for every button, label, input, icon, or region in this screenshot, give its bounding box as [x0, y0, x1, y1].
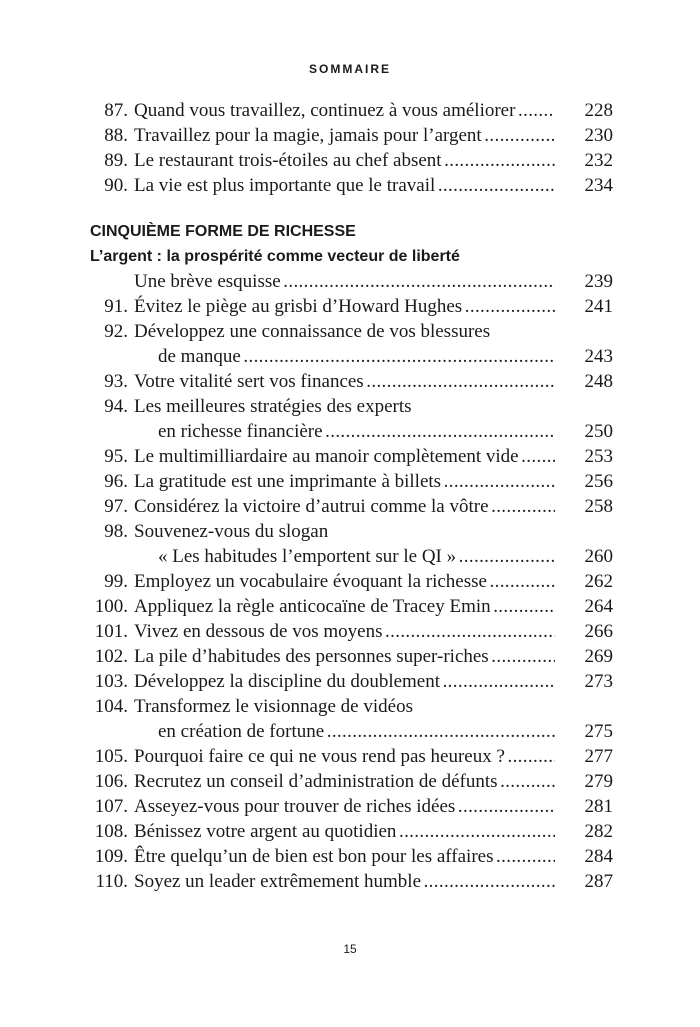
entry-title-continuation: en richesse financière . . .	[158, 419, 555, 444]
table-of-contents	[90, 98, 613, 894]
entry-page: 281	[584, 796, 613, 817]
entry-title: Développez une connaissance de vos blessures	[134, 321, 491, 342]
entry-page: 277	[584, 746, 613, 767]
entry-number: 103.	[94, 671, 128, 692]
toc-entry-continuation	[90, 544, 613, 569]
entry-page: 273	[584, 671, 613, 692]
toc-entry	[90, 123, 613, 148]
toc-entry	[90, 794, 613, 819]
entry-number: 104.	[94, 696, 128, 717]
entry-number: 99.	[104, 571, 128, 592]
entry-title-continuation: en création de fortune . . .	[158, 719, 555, 744]
toc-entry	[90, 294, 613, 319]
entry-number: 91.	[104, 296, 128, 317]
entry-number: 88.	[104, 125, 128, 146]
entry-title: Soyez un leader extrêmement humble . . .	[134, 869, 555, 894]
toc-entry	[90, 619, 613, 644]
entry-page: 234	[584, 175, 613, 196]
entry-page: 243	[584, 346, 613, 367]
entry-page: 258	[584, 496, 613, 517]
entry-title: Quand vous travaillez, continuez à vous améliorer . . .	[134, 98, 555, 123]
toc-entry	[90, 148, 613, 173]
entry-number: 107.	[94, 796, 128, 817]
entry-number: 93.	[104, 371, 128, 392]
toc-entry	[90, 173, 613, 198]
entry-page: 260	[584, 546, 613, 567]
entry-title: Les meilleures stratégies des experts	[134, 396, 412, 417]
entry-number: 87.	[104, 100, 128, 121]
entry-page: 239	[584, 271, 613, 292]
running-header: SOMMAIRE	[309, 62, 391, 76]
toc-entry	[90, 319, 613, 344]
toc-entry	[90, 844, 613, 869]
entry-number: 101.	[94, 621, 128, 642]
entry-title: Être quelqu’un de bien est bon pour les affaires . . .	[134, 844, 555, 869]
entry-title: Considérez la victoire d’autrui comme la vôtre . . .	[134, 494, 555, 519]
toc-entry	[90, 669, 613, 694]
entry-number: 106.	[94, 771, 128, 792]
toc-entries-top	[90, 98, 613, 198]
toc-entry	[90, 594, 613, 619]
entry-page: 269	[584, 646, 613, 667]
entry-number: 105.	[94, 746, 128, 767]
entry-page: 228	[584, 100, 613, 121]
entry-page: 284	[584, 846, 613, 867]
entry-page: 241	[584, 296, 613, 317]
section-subtitle: L’argent : la prospérité comme vecteur de liberté	[90, 248, 460, 265]
entry-page: 232	[584, 150, 613, 171]
entry-page: 256	[584, 471, 613, 492]
entry-title: Souvenez-vous du slogan	[134, 521, 329, 542]
toc-entry	[90, 869, 613, 894]
section-title: CINQUIÈME FORME DE RICHESSE	[90, 223, 356, 240]
entry-number: 102.	[94, 646, 128, 667]
toc-entry	[90, 469, 613, 494]
entry-title: Développez la discipline du doublement . . .	[134, 669, 555, 694]
toc-entry	[90, 519, 613, 544]
entry-page: 275	[584, 721, 613, 742]
entry-page: 266	[584, 621, 613, 642]
entry-page: 264	[584, 596, 613, 617]
entry-number: 94.	[104, 396, 128, 417]
toc-entry	[90, 819, 613, 844]
entry-number: 89.	[104, 150, 128, 171]
entry-title: Le multimilliardaire au manoir complètement vide . . .	[134, 444, 555, 469]
entry-number: 92.	[104, 321, 128, 342]
toc-entry	[90, 644, 613, 669]
toc-entry	[90, 744, 613, 769]
entry-number: 108.	[94, 821, 128, 842]
entry-page: 279	[584, 771, 613, 792]
page-number: 15	[343, 942, 357, 956]
toc-entry	[90, 444, 613, 469]
entry-page: 282	[584, 821, 613, 842]
entry-title: Une brève esquisse . . .	[134, 269, 555, 294]
entry-title: Évitez le piège au grisbi d’Howard Hughes . . .	[134, 294, 555, 319]
entry-page: 262	[584, 571, 613, 592]
entry-number: 110.	[95, 871, 128, 892]
entry-title-continuation: de manque . . .	[158, 344, 555, 369]
entry-page: 287	[584, 871, 613, 892]
toc-entry	[90, 269, 613, 294]
entry-page: 248	[584, 371, 613, 392]
entry-title: Pourquoi faire ce qui ne vous rend pas heureux ? . . .	[134, 744, 555, 769]
toc-entry	[90, 569, 613, 594]
entry-number: 109.	[94, 846, 128, 867]
entry-title: Le restaurant trois-étoiles au chef absent . . .	[134, 148, 555, 173]
entry-title: La pile d’habitudes des personnes super-riches . . .	[134, 644, 555, 669]
entry-title: Travaillez pour la magie, jamais pour l’argent . . .	[134, 123, 555, 148]
toc-entry	[90, 769, 613, 794]
toc-entry-continuation	[90, 344, 613, 369]
entry-number: 100.	[94, 596, 128, 617]
entry-page: 250	[584, 421, 613, 442]
entry-number: 97.	[104, 496, 128, 517]
toc-entry	[90, 394, 613, 419]
entry-page: 253	[584, 446, 613, 467]
entry-title: Vivez en dessous de vos moyens . . .	[134, 619, 555, 644]
toc-entry	[90, 694, 613, 719]
toc-entry	[90, 98, 613, 123]
entry-number: 90.	[104, 175, 128, 196]
toc-entry-continuation	[90, 719, 613, 744]
entry-title: Employez un vocabulaire évoquant la richesse . . .	[134, 569, 555, 594]
entry-title: Transformez le visionnage de vidéos	[134, 696, 413, 717]
entry-number: 98.	[104, 521, 128, 542]
entry-title: Appliquez la règle anticocaïne de Tracey Emin . . .	[134, 594, 555, 619]
entry-title: Recrutez un conseil d’administration de défunts . . .	[134, 769, 555, 794]
entry-page: 230	[584, 125, 613, 146]
toc-entry	[90, 369, 613, 394]
entry-title: Asseyez-vous pour trouver de riches idées . . .	[134, 794, 555, 819]
entry-title: Votre vitalité sert vos finances . . .	[134, 369, 555, 394]
entry-title: La gratitude est une imprimante à billets . . .	[134, 469, 555, 494]
entry-title-continuation: « Les habitudes l’emportent sur le QI » . . .	[158, 544, 555, 569]
entry-number: 96.	[104, 471, 128, 492]
toc-entry-continuation	[90, 419, 613, 444]
entry-title: La vie est plus importante que le travail . . .	[134, 173, 555, 198]
toc-entries	[90, 269, 613, 894]
entry-title: Bénissez votre argent au quotidien . . .	[134, 819, 555, 844]
entry-number: 95.	[104, 446, 128, 467]
toc-entry	[90, 494, 613, 519]
